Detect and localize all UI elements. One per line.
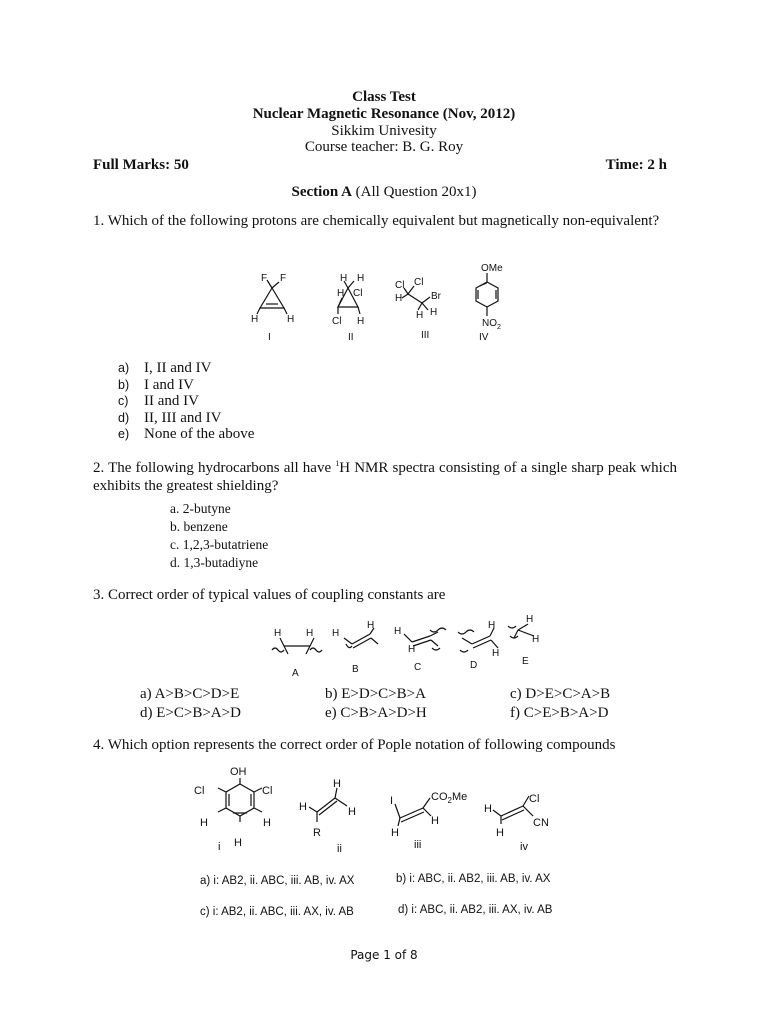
section-note: (All Question 20x1): [355, 184, 477, 200]
structure-label-I: I: [268, 332, 271, 343]
structure-III: [395, 277, 442, 341]
section-title: Section A: [291, 184, 352, 200]
atom-H: H: [274, 628, 282, 639]
structure-label-II: II: [348, 332, 354, 343]
atom-Cl: Cl: [332, 316, 342, 327]
structure-label-C: C: [414, 662, 422, 673]
structure-A: [272, 628, 322, 679]
atom-H: H: [488, 620, 496, 631]
option-c[interactable]: c) II and IV: [118, 393, 199, 409]
q4-option-d[interactable]: d) i: ABC, ii. AB2, iii. AX, iv. AB: [398, 904, 553, 916]
structure-I: [251, 273, 294, 343]
structure-D: [458, 620, 499, 671]
atom-H: H: [394, 626, 402, 637]
option-c[interactable]: c. 1,2,3-butatriene: [170, 537, 269, 552]
atom-H: H: [357, 316, 365, 327]
course-teacher: Course teacher: B. G. Roy: [304, 139, 464, 155]
q4-option-c[interactable]: c) i: AB2, ii. ABC, iii. AX, iv. AB: [200, 906, 354, 918]
atom-H: H: [431, 815, 439, 827]
atom-H: H: [526, 614, 534, 625]
q4-option-b[interactable]: b) i: ABC, ii. AB2, iii. AB, iv. AX: [396, 873, 551, 885]
atom-Cl: Cl: [262, 785, 273, 797]
q3-option-b[interactable]: b) E>D>C>B>A: [325, 686, 426, 702]
atom-H: H: [340, 273, 348, 284]
structure-label-iv: iv: [520, 841, 528, 853]
structure-IV: [476, 263, 503, 343]
structure-label-IV: IV: [479, 332, 489, 343]
q3-option-c[interactable]: c) D>E>C>A>B: [510, 686, 611, 702]
atom-H: H: [357, 273, 365, 284]
atom-R: R: [313, 827, 321, 839]
question-1: 1. Which of the following protons are chemically equivalent but magnetically non-equivalent?: [93, 213, 660, 229]
structure-iv: [484, 793, 549, 853]
structure-C: [394, 626, 446, 673]
atom-H: H: [367, 620, 375, 631]
structure-E: [508, 614, 539, 667]
q3-option-a[interactable]: a) A>B>C>D>E: [140, 686, 240, 702]
atom-CO2Me: $CO_2Me$: [431, 791, 468, 805]
structure-label-E: E: [522, 656, 529, 667]
structure-label-ii: ii: [337, 843, 342, 855]
atom-H: H: [200, 817, 208, 829]
option-b[interactable]: b. benzene: [170, 519, 228, 534]
option-a[interactable]: a. 2-butyne: [170, 501, 231, 516]
structure-B: [332, 620, 378, 675]
atom-I: I: [390, 795, 394, 807]
q1-options: [118, 360, 254, 443]
atom-H: H: [484, 803, 492, 815]
atom-Cl: Cl: [529, 793, 540, 805]
q1-structures: [230, 260, 530, 350]
test-subject: Nuclear Magnetic Resonance (Nov, 2012): [252, 106, 516, 122]
atom-Cl: Cl: [414, 277, 424, 288]
structure-label-i: i: [218, 841, 221, 853]
atom-Cl: Cl: [395, 280, 405, 291]
atom-H: H: [348, 806, 356, 818]
option-a[interactable]: a) I, II and IV: [118, 360, 212, 376]
atom-Cl: Cl: [353, 288, 363, 299]
q3-option-f[interactable]: f) C>E>B>A>D: [510, 705, 609, 721]
question-2: 2. The following hydrocarbons all have $^1$H NMR spectra consisting of a single sharp peak which exhibits the greatest shielding?: [93, 459, 677, 494]
atom-H: H: [395, 293, 403, 304]
option-d[interactable]: d) II, III and IV: [118, 409, 222, 426]
structure-label-B: B: [352, 664, 359, 675]
test-title: Class Test: [352, 89, 416, 105]
time-allowed: Time: 2 h: [605, 157, 667, 173]
atom-F: F: [280, 273, 287, 284]
atom-H: H: [306, 628, 314, 639]
atom-H: H: [332, 628, 340, 639]
atom-OH: OH: [230, 766, 247, 778]
cyclopropene-ring: [260, 288, 284, 308]
structure-iii: [390, 791, 467, 851]
q3-option-e[interactable]: e) C>B>A>D>H: [325, 705, 427, 721]
atom-Br: Br: [431, 291, 441, 302]
q3-option-d[interactable]: d) E>C>B>A>D: [140, 705, 241, 721]
atom-H: H: [263, 817, 271, 829]
subscript-2: 2: [497, 324, 501, 331]
question-4: 4. Which option represents the correct order of Pople notation of following compounds: [93, 737, 616, 753]
structure-label-iii: iii: [414, 839, 422, 851]
structure-i: [194, 766, 272, 853]
atom-H: H: [287, 314, 295, 325]
q3-structures: [262, 612, 562, 682]
page-number: Page 1 of 8: [350, 948, 418, 962]
atom-H: H: [337, 288, 345, 299]
atom-H: H: [430, 307, 438, 318]
structure-label-A: A: [292, 668, 299, 679]
atom-F: F: [261, 273, 268, 284]
option-e[interactable]: e) None of the above: [118, 426, 255, 442]
atom-Cl: Cl: [194, 785, 205, 797]
atom-OMe: OMe: [481, 263, 503, 274]
question-3: 3. Correct order of typical values of coupling constants are: [93, 587, 446, 603]
atom-H: H: [496, 827, 504, 839]
structure-label-III: III: [421, 330, 430, 341]
option-b[interactable]: b) I and IV: [118, 376, 194, 393]
atom-H: H: [251, 314, 259, 325]
q2-options: [170, 500, 268, 572]
structure-ii: [299, 778, 356, 855]
atom-H: H: [408, 644, 416, 655]
full-marks: Full Marks: 50: [93, 157, 189, 173]
atom-H: H: [416, 310, 424, 321]
university-name: Sikkim Univesity: [331, 123, 437, 139]
atom-H: H: [333, 778, 341, 790]
atom-H: H: [532, 634, 540, 645]
atom-CN: CN: [533, 817, 549, 829]
atom-H: H: [391, 827, 399, 839]
option-d[interactable]: d. 1,3-butadiyne: [170, 555, 259, 570]
atom-NO: NO: [482, 318, 497, 329]
structure-II: [332, 273, 364, 343]
q4-structures: [185, 760, 585, 855]
atom-H: H: [299, 801, 307, 813]
atom-H: H: [234, 837, 242, 849]
q4-option-a[interactable]: a) i: AB2, ii. ABC, iii. AB, iv. AX: [200, 875, 355, 887]
section-heading: [0, 184, 768, 201]
structure-label-D: D: [470, 660, 478, 671]
atom-H: H: [492, 648, 500, 659]
